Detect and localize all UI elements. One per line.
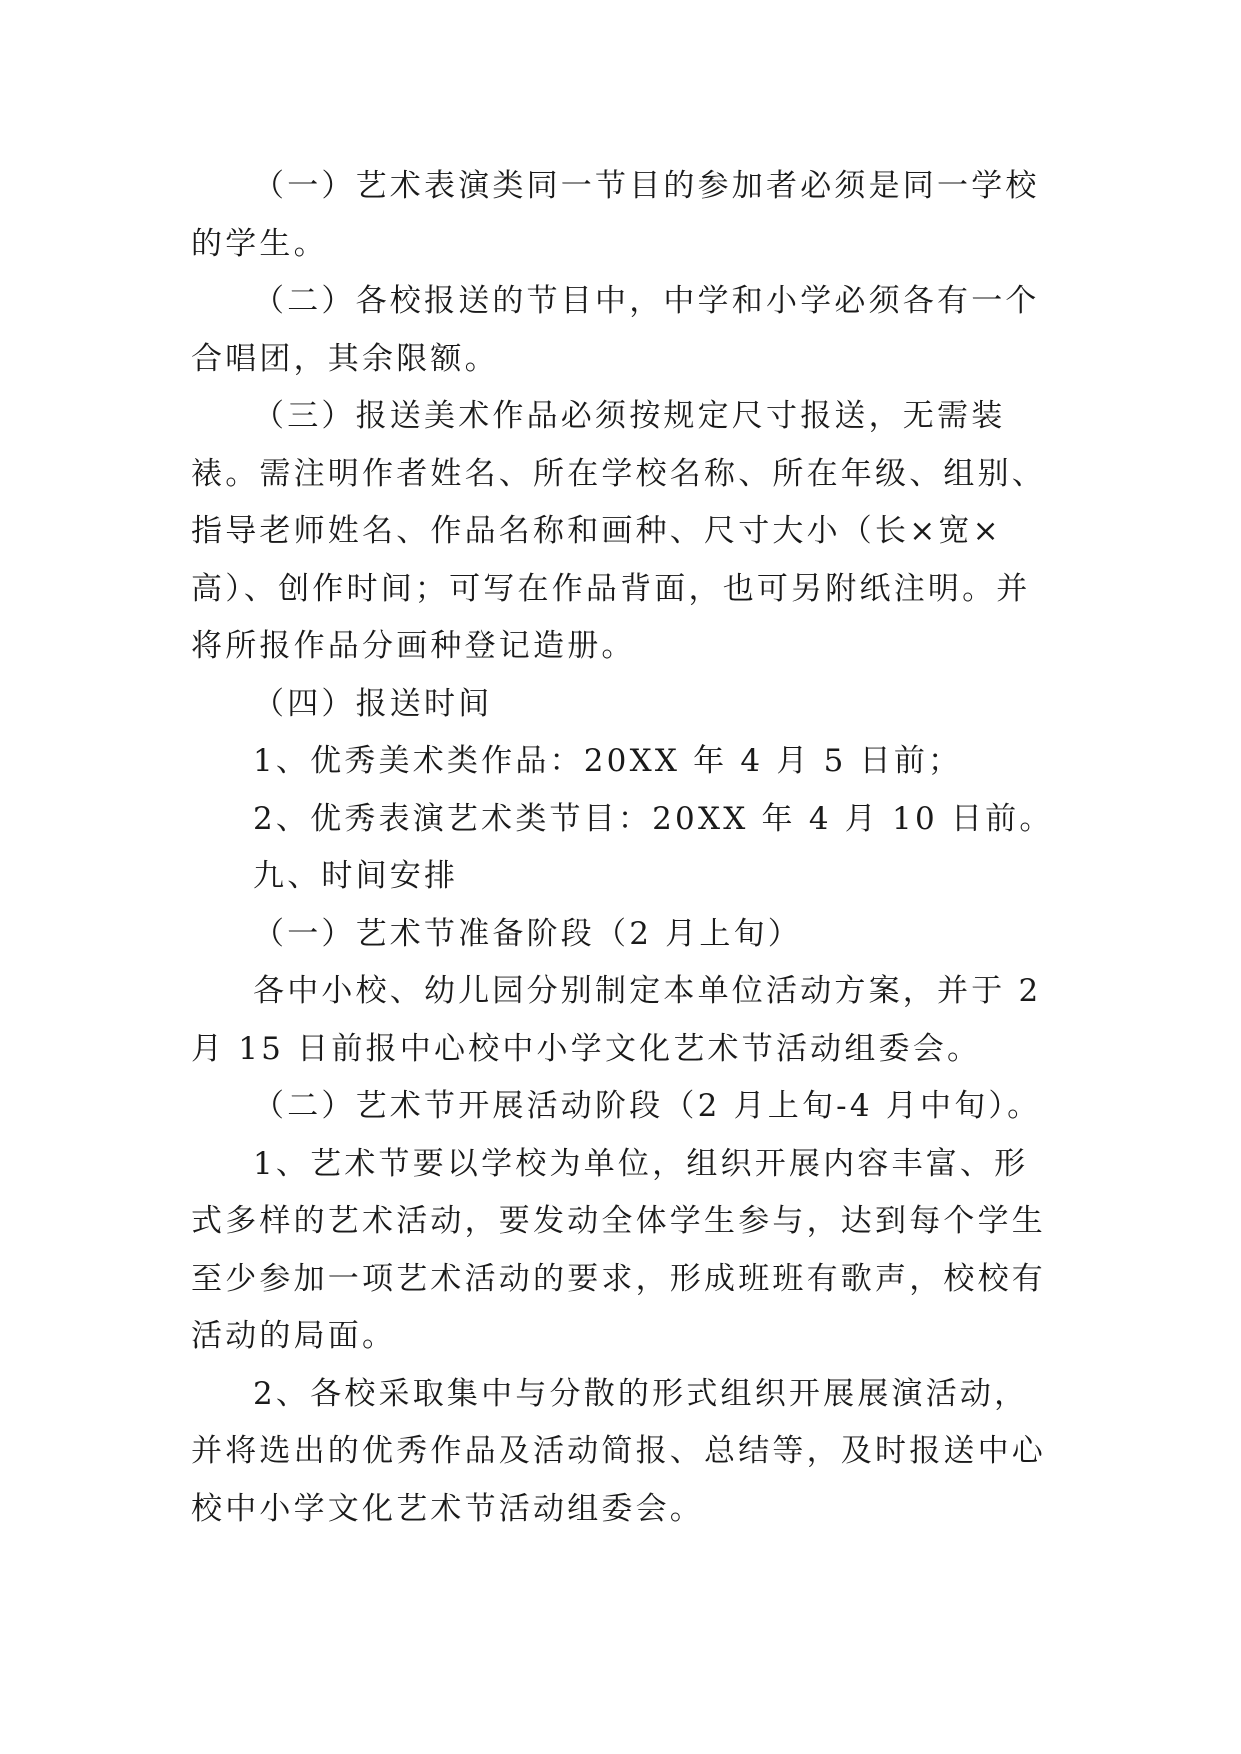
paragraph-1: （一）艺术表演类同一节目的参加者必须是同一学校的学生。 [191,168,1040,262]
paragraph-10: （二）艺术节开展活动阶段（2 月上旬-4 月中旬）。 [253,1088,1042,1124]
paragraph-5: 1、优秀美术类作品：20XX 年 4 月 5 日前； [253,743,963,779]
paragraph-12: 2、各校采取集中与分散的形式组织开展展演活动，并将选出的优秀作品及活动简报、总结等，及时报送中心校中小学文化艺术节活动组委会。 [191,1375,1046,1527]
paragraph-3: （三）报送美术作品必须按规定尺寸报送，无需装裱。需注明作者姓名、所在学校名称、所在年级、组别、指导老师姓名、作品名称和画种、尺寸大小（长×宽×高）、创作时间；可写在作品背面，也可另附纸注明。并将所报作品分画种登记造册。 [191,398,1046,664]
paragraph-2: （二）各校报送的节目中，中学和小学必须各有一个合唱团，其余限额。 [191,283,1040,377]
section-heading-9: 九、时间安排 [253,858,459,894]
paragraph-4: （四）报送时间 [253,685,493,722]
paragraph-9: 各中小校、幼儿园分别制定本单位活动方案，并于 2 月 15 日前报中心校中小学文化艺术节活动组委会。 [191,973,1042,1067]
paragraph-11: 1、艺术节要以学校为单位，组织开展内容丰富、形式多样的艺术活动，要发动全体学生参与，达到每个学生至少参加一项艺术活动的要求，形成班班有歌声，校校有活动的局面。 [191,1145,1046,1354]
paragraph-6: 2、优秀表演艺术类节目：20XX 年 4 月 10 日前。 [253,800,1054,837]
document-body [191,158,1061,1538]
paragraph-8: （一）艺术节准备阶段（2 月上旬） [253,915,802,952]
